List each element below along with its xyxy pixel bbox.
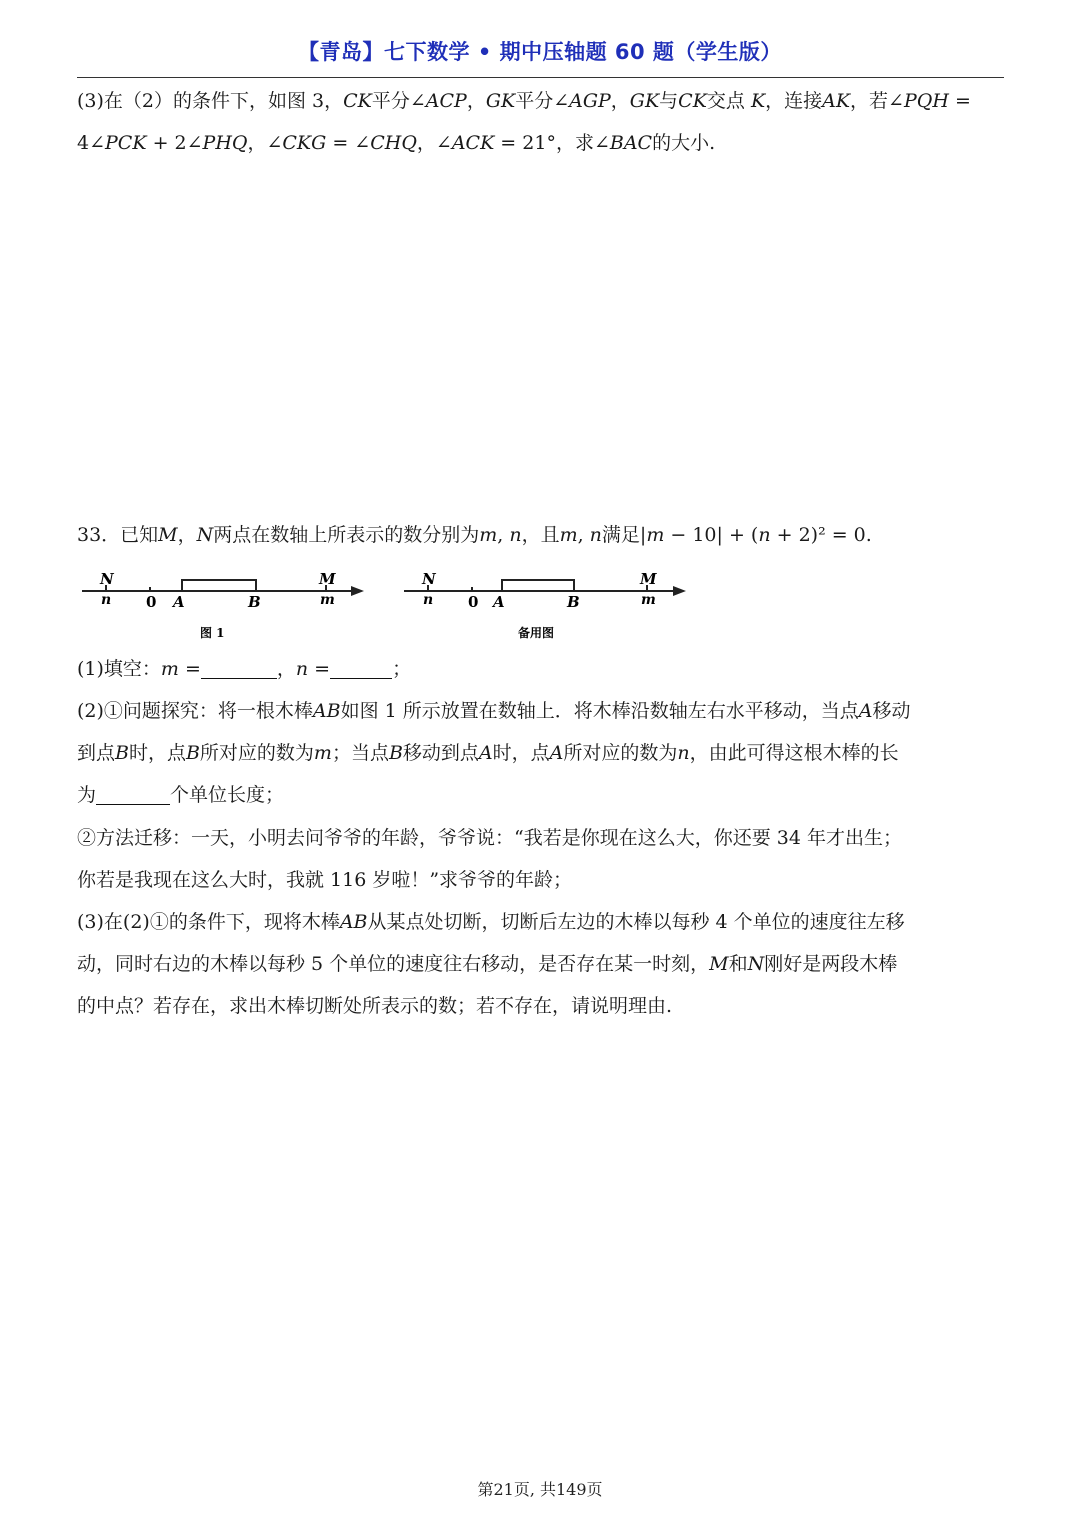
q33-part1 bbox=[77, 648, 1007, 690]
fig2-label-B: B bbox=[567, 593, 580, 611]
q33-part2-1-line2: 到点𝐵时，点𝐵所对应的数为𝑚；当点𝐵移动到点𝐴时，点𝐴所对应的数为𝑛，由此可得这根木棒的长 bbox=[77, 742, 899, 764]
q33-part2-1-line3-suffix: 个单位长度； bbox=[170, 784, 285, 806]
fig1-label-N: N bbox=[100, 570, 114, 588]
fig2-label-m: m bbox=[641, 592, 656, 608]
page-number: 第21页, 共149页 bbox=[477, 1480, 603, 1499]
number-line-backup-figure bbox=[400, 567, 690, 642]
q33-part3-line3: 的中点？若存在，求出木棒切断处所表示的数；若不存在，请说明理由. bbox=[77, 995, 673, 1017]
answer-blank-m[interactable] bbox=[201, 656, 277, 679]
q33-part3-line2: 动，同时右边的木棒以每秒 5 个单位的速度往右移动，是否存在某一时刻，𝑀和𝑁刚好是两段木棒 bbox=[77, 953, 898, 975]
fig2-caption: 备用图 bbox=[518, 626, 555, 640]
q33-part1-suffix: ； bbox=[392, 658, 412, 680]
answer-blank-length[interactable] bbox=[96, 782, 170, 805]
fig1-label-zero: 0 bbox=[146, 593, 157, 611]
q33-part1-mid: ，𝑛 = bbox=[276, 658, 331, 680]
fig1-label-M: M bbox=[319, 570, 336, 588]
fig1-label-A: A bbox=[173, 593, 185, 611]
fig2-label-zero: 0 bbox=[468, 593, 479, 611]
q33-part2-1-line3-prefix: 为 bbox=[77, 784, 97, 806]
q33-part2-2-line2: 你若是我现在这么大时，我就 116 岁啦！”求爷爷的年龄； bbox=[77, 869, 573, 891]
header-divider bbox=[77, 77, 1004, 78]
q33-part2-2-line1: ②方法迁移：一天，小明去问爷爷的年龄，爷爷说：“我若是你现在这么大，你还要 34 年才出生； bbox=[77, 827, 902, 849]
fig1-label-m: m bbox=[320, 592, 335, 608]
number-line-figure-1 bbox=[78, 567, 368, 642]
fig2-label-M: M bbox=[640, 570, 657, 588]
q33-part3-line1: (3)在(2)①的条件下，现将木棒𝐴𝐵从某点处切断，切断后左边的木棒以每秒 4 个单位的速度往左移 bbox=[77, 911, 905, 933]
answer-blank-n[interactable] bbox=[330, 656, 392, 679]
fig1-label-n: n bbox=[101, 592, 112, 608]
q32-part3-line1: (3)在（2）的条件下，如图 3，𝐶𝐾平分∠𝐴𝐶𝑃，𝐺𝐾平分∠𝐴𝐺𝑃，𝐺𝐾与𝐶𝐾交点 𝐾，连接𝐴𝐾，若∠𝑃𝑄𝐻 = bbox=[77, 90, 971, 112]
q32-part3-line2: 4∠𝑃𝐶𝐾 + 2∠𝑃𝐻𝑄，∠𝐶𝐾𝐺 = ∠𝐶𝐻𝑄，∠𝐴𝐶𝐾 = 21°，求∠𝐵𝐴𝐶的大小. bbox=[77, 132, 716, 154]
fig2-label-n: n bbox=[423, 592, 434, 608]
fig1-label-B: B bbox=[248, 593, 261, 611]
q33-part1-prefix: (1)填空：𝑚 = bbox=[77, 658, 201, 680]
document-header-title: 【青岛】七下数学 • 期中压轴题 60 题（学生版） bbox=[298, 40, 782, 64]
fig2-label-A: A bbox=[493, 593, 505, 611]
q33-part2-1-line3 bbox=[77, 774, 1007, 816]
fig1-caption: 图 1 bbox=[200, 626, 225, 640]
fig2-label-N: N bbox=[422, 570, 436, 588]
q33-part2-1-line1: (2)①问题探究：将一根木棒𝐴𝐵如图 1 所示放置在数轴上．将木棒沿数轴左右水平移动，当点𝐴移动 bbox=[77, 700, 911, 722]
q33-stem: 33．已知𝑀，𝑁两点在数轴上所表示的数分别为𝑚, 𝑛，且𝑚, 𝑛满足|𝑚 − 10| + (𝑛 + 2)² = 0. bbox=[77, 524, 872, 546]
